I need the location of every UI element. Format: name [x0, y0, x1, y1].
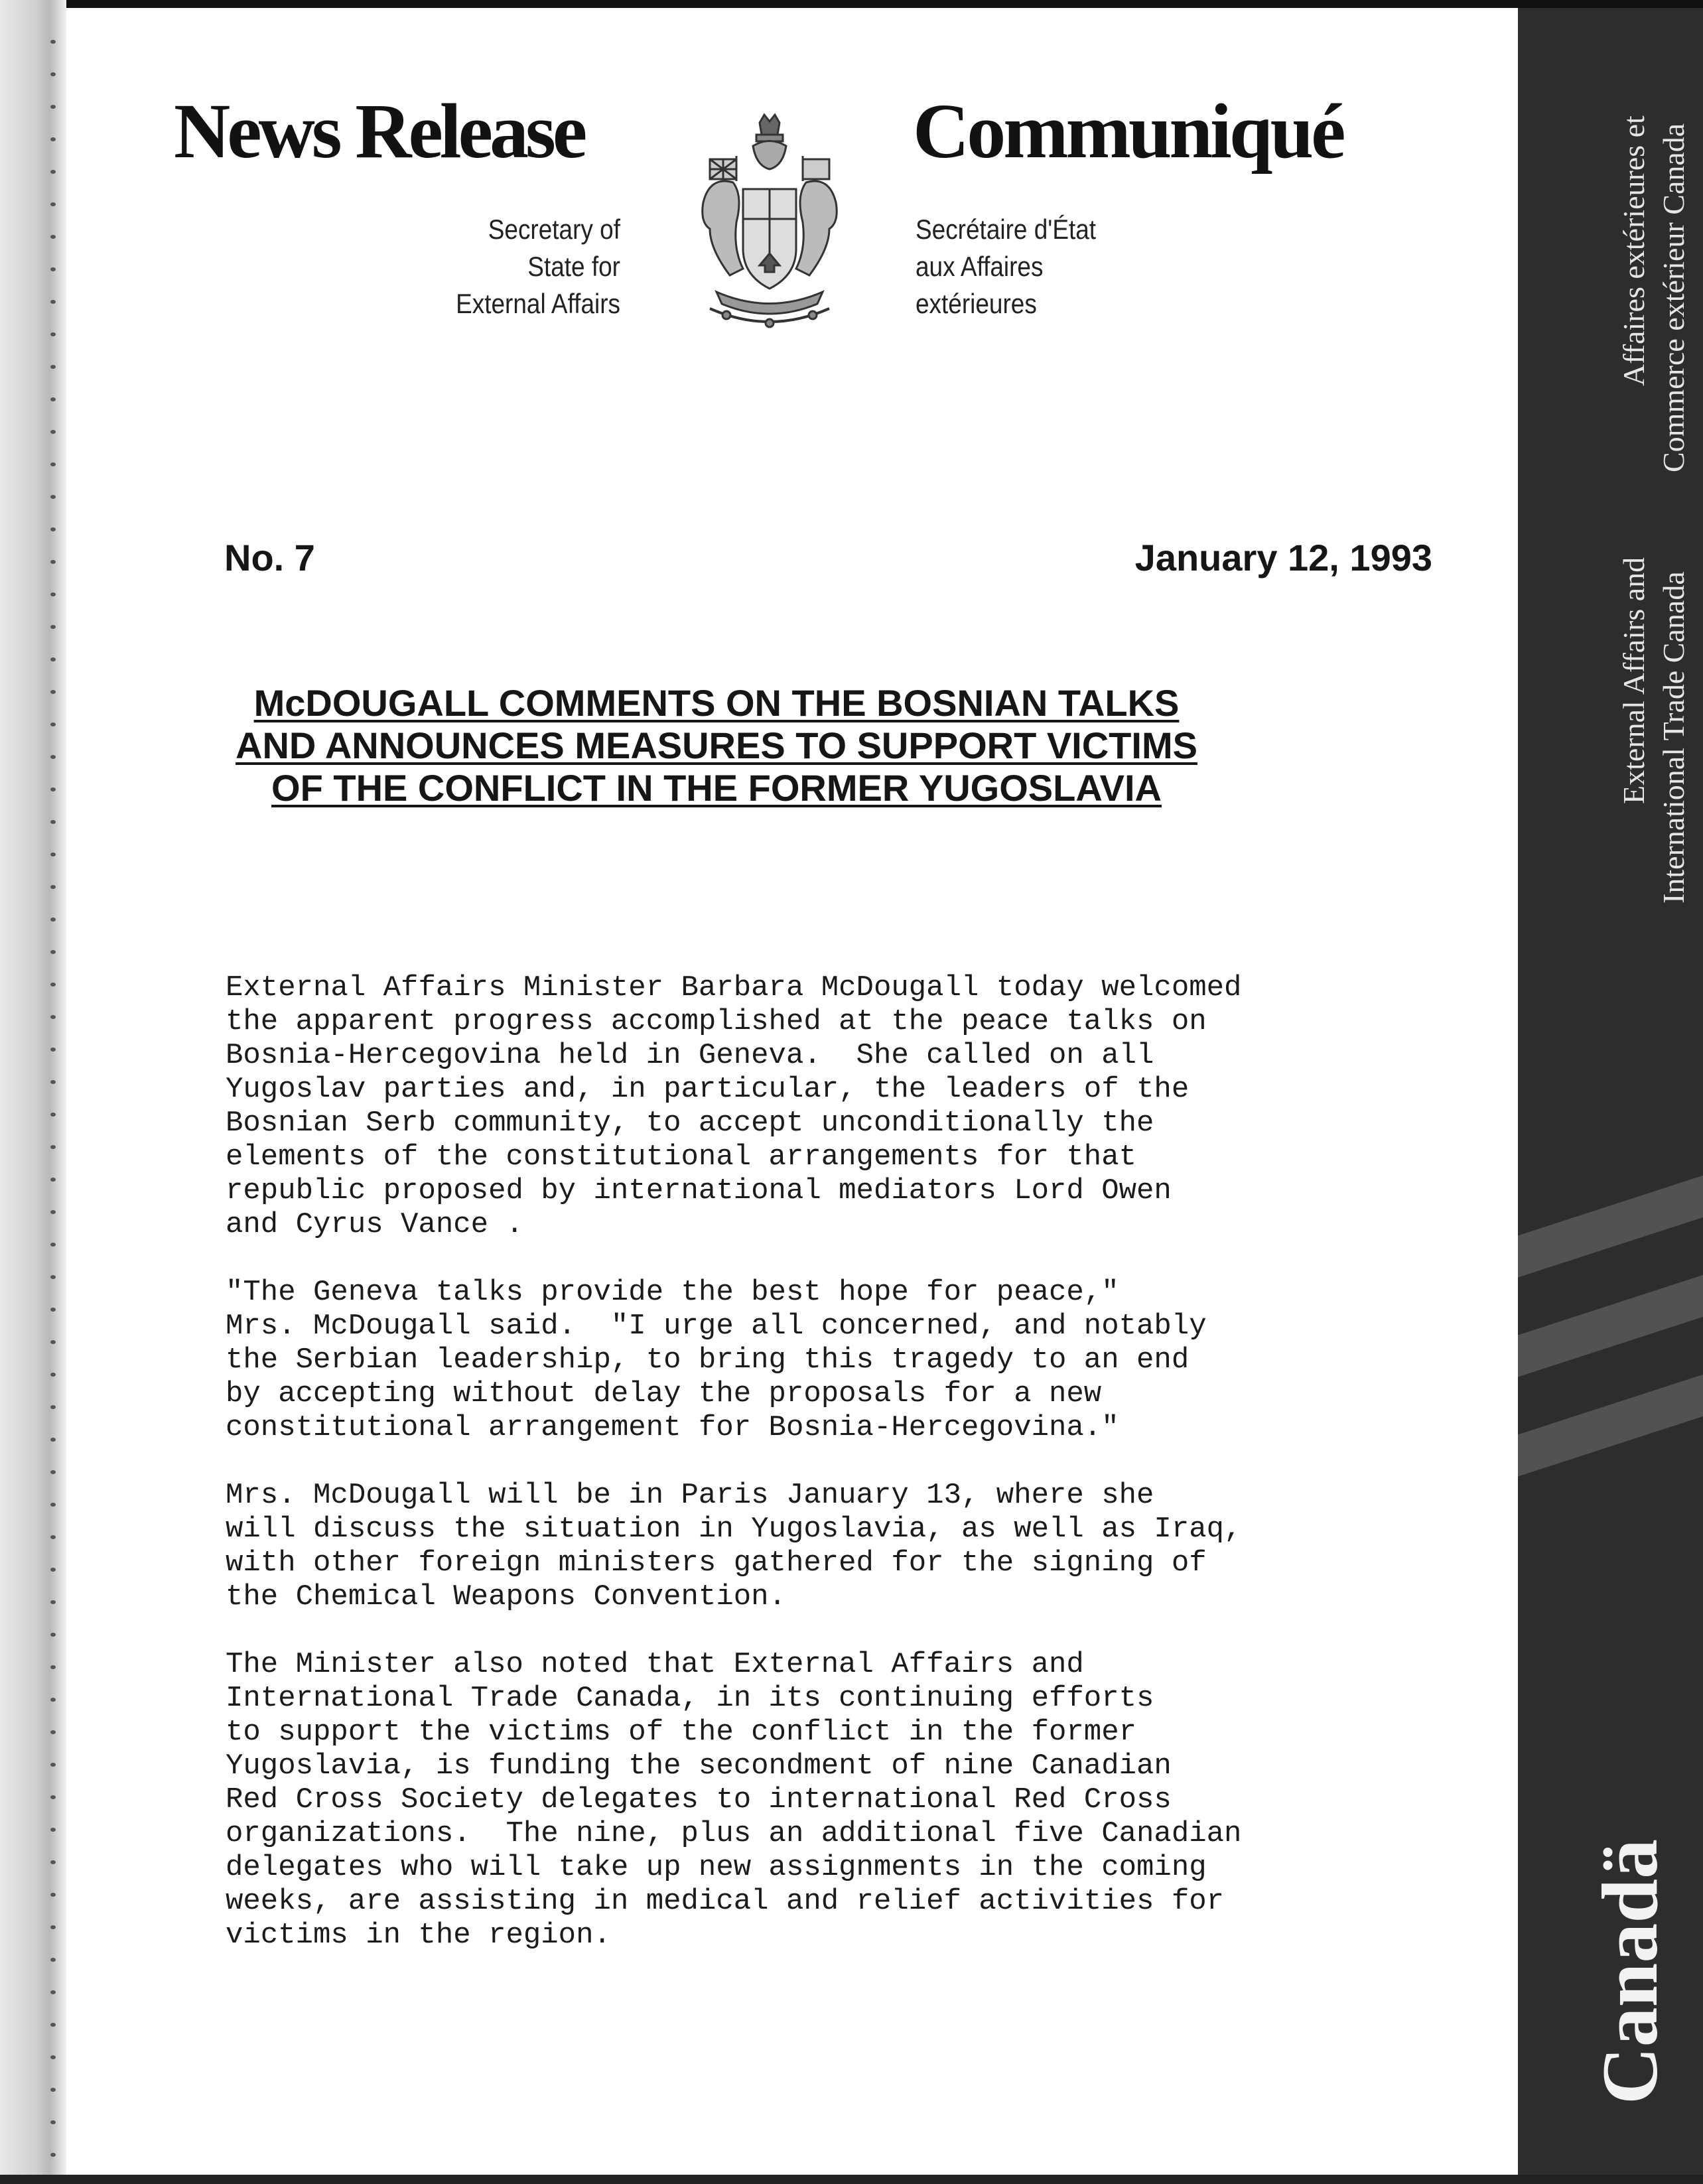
headline [219, 682, 1214, 809]
binding-hole [50, 332, 56, 336]
binding-hole [50, 885, 56, 889]
binding-hole [50, 365, 56, 369]
binding-hole [50, 1535, 56, 1539]
binding-hole [50, 1048, 56, 1052]
sidebar-french-line-1: Affaires extérieures et [1617, 115, 1651, 386]
release-body [226, 971, 1433, 1986]
binding-hole [50, 950, 56, 954]
binding-hole [50, 625, 56, 629]
binding-hole [50, 300, 56, 304]
binding-hole [50, 2023, 56, 2027]
binding-hole [50, 853, 56, 856]
sidebar-english-line-1: External Affairs and [1617, 557, 1651, 804]
binding-hole [50, 1503, 56, 1507]
binding-hole [50, 1633, 56, 1637]
binding-hole [50, 1080, 56, 1084]
binding-hole [50, 1340, 56, 1344]
body-paragraph: Mrs. McDougall will be in Paris January 13, where she will discuss the situation in Yugoslavia, as well as Iraq, with other foreign ministers gathered for the signing of the Chemical Weapons Convention. [226, 1479, 1242, 1613]
binding-hole [50, 1795, 56, 1799]
binding-hole [50, 397, 56, 401]
binding-hole [50, 1015, 56, 1019]
binding-hole [50, 560, 56, 564]
binding-hole [50, 170, 56, 174]
binding-hole [50, 462, 56, 466]
binding-hole [50, 1113, 56, 1117]
binding-hole [50, 1568, 56, 1572]
binding-hole [50, 1730, 56, 1734]
binding-hole [50, 1990, 56, 1994]
binding-hole [50, 690, 56, 694]
binding-hole [50, 1210, 56, 1214]
body-paragraph: External Affairs Minister Barbara McDougall today welcomed the apparent progress accomplished at the peace talks on Bosnia-Hercegovina held in Geneva. She called on all Yugoslav parties and, in particular, the leaders of the Bosnian Serb community, to accept unconditionally the elements of the constitutional arrangements for that republic proposed by international mediators Lord Owen and Cyrus Vance . [226, 971, 1242, 1241]
binding-hole [50, 2055, 56, 2059]
binding-hole [50, 1600, 56, 1604]
binding-hole [50, 2153, 56, 2157]
binding-hole [50, 137, 56, 141]
department-sidebar [1518, 8, 1703, 2175]
binding-hole [50, 722, 56, 726]
binding-hole [50, 1925, 56, 1929]
binding-strip [0, 0, 66, 2184]
binding-hole [50, 1958, 56, 1962]
binding-hole [50, 1373, 56, 1377]
binding-hole [50, 787, 56, 791]
page-top-edge [0, 0, 1703, 8]
headline-line: OF THE CONFLICT IN THE FORMER YUGOSLAVIA [271, 767, 1162, 809]
binding-hole [50, 755, 56, 759]
binding-hole [50, 105, 56, 109]
binding-hole [50, 2120, 56, 2124]
release-date: January 12, 1993 [1134, 537, 1432, 579]
communique-title: Communiqué [913, 88, 1343, 174]
sidebar-sheen [1518, 1162, 1703, 1282]
binding-hole [50, 527, 56, 531]
dept-en-line: State for [527, 251, 620, 282]
binding-hole [50, 72, 56, 76]
sidebar-sheen [1518, 1361, 1703, 1481]
binding-hole [50, 1275, 56, 1279]
binding-hole [50, 1178, 56, 1182]
binding-hole [50, 1828, 56, 1832]
binding-hole [50, 1698, 56, 1702]
binding-hole [50, 820, 56, 824]
sidebar-english-line-2: International Trade Canada [1657, 571, 1690, 904]
dept-en-line: External Affairs [456, 288, 620, 319]
binding-hole [50, 918, 56, 921]
dept-fr-line: aux Affaires [916, 251, 1044, 282]
body-paragraph: "The Geneva talks provide the best hope for peace," Mrs. McDougall said. "I urge all concerned, and notably the Serbian leadership, to bring this tragedy to an end by accepting without delay the proposals for a new constitutional arrangement for Bosnia-Hercegovina." [226, 1276, 1207, 1444]
binding-hole [50, 202, 56, 206]
coat-of-arms-of-canada-icon [690, 109, 849, 332]
news-release-title: News Release [174, 88, 584, 174]
sidebar-sheen [1518, 1262, 1703, 1382]
binding-hole [50, 983, 56, 987]
binding-hole [50, 1308, 56, 1312]
release-number: No. 7 [224, 537, 315, 579]
headline-line: AND ANNOUNCES MEASURES TO SUPPORT VICTIMS [236, 724, 1197, 766]
body-paragraph: The Minister also noted that External Affairs and International Trade Canada, in its continuing efforts to support the victims of the conflict in the former Yugoslavia, is funding the secondment of nine Canadian Red Cross Society delegates to international Red Cross organizations. The nine, plus an additional five Canadian delegates who will take up new assignments in the coming weeks, are assisting in medical and relief activities for victims in the region. [226, 1648, 1242, 1952]
page-bottom-edge [0, 2175, 1703, 2184]
binding-hole [50, 1405, 56, 1409]
binding-hole [50, 1665, 56, 1669]
binding-hole [50, 267, 56, 271]
binding-hole [50, 1470, 56, 1474]
binding-hole [50, 1438, 56, 1442]
dept-en-line: Secretary of [488, 214, 620, 245]
binding-hole [50, 592, 56, 596]
binding-hole [50, 430, 56, 434]
headline-line: McDOUGALL COMMENTS ON THE BOSNIAN TALKS [253, 682, 1180, 724]
canada-wordmark: Canadä [1586, 1838, 1674, 2104]
binding-hole [50, 657, 56, 661]
dept-fr-line: Secrétaire d'État [916, 214, 1097, 245]
binding-hole [50, 40, 56, 44]
department-english [401, 211, 620, 322]
binding-hole [50, 1145, 56, 1149]
binding-hole [50, 1860, 56, 1864]
binding-hole [50, 495, 56, 499]
binding-hole [50, 2088, 56, 2092]
department-french [916, 211, 1161, 322]
binding-hole [50, 1893, 56, 1897]
binding-hole [50, 235, 56, 239]
binding-hole [50, 1243, 56, 1247]
dept-fr-line: extérieures [916, 288, 1037, 319]
binding-hole [50, 1763, 56, 1767]
sidebar-french-line-2: Commerce extérieur Canada [1657, 123, 1690, 472]
